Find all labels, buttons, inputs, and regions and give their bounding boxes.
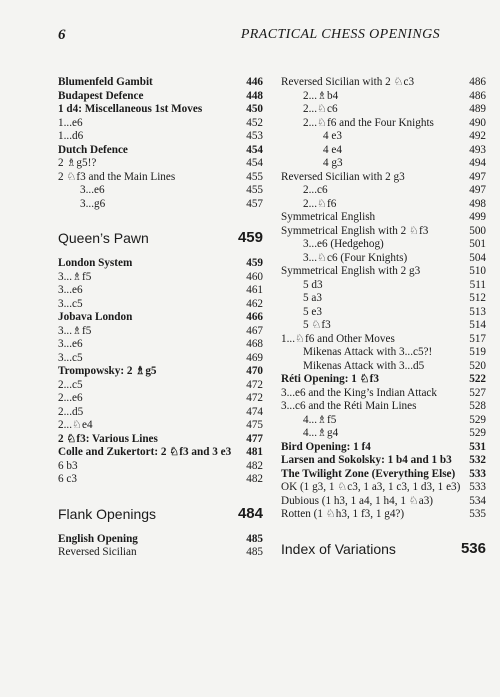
toc-entry-title: 6 c3 [58,473,77,485]
toc-entry [58,352,263,366]
section-title: Queen’s Pawn [58,230,149,246]
toc-entry-title: 2...d5 [58,405,84,418]
toc-entry-page: 489 [469,103,486,115]
section-page-number: 536 [460,539,486,557]
toc-entry-page: 468 [246,338,263,350]
toc-entry-page: 510 [469,265,486,277]
toc-entry-page: 474 [246,405,263,418]
section-title: Index of Variations [281,540,396,557]
toc-entry-page: 493 [469,143,486,156]
toc-entry-page: 533 [469,467,486,480]
toc-entry-page: 485 [246,532,263,545]
toc-entry-title: Symmetrical English with 2 g3 [281,265,421,277]
toc-entry-title: Trompowsky: 2 ♗g5 [58,365,157,377]
toc-entry-title: 2 ♗g5!? [58,157,97,169]
toc-entry [58,379,263,393]
toc-entry-page: 494 [469,157,486,169]
toc-entry [281,508,486,522]
toc-entry-page: 454 [246,143,263,156]
toc-entry-page: 461 [246,284,263,296]
toc-entry [281,414,486,428]
toc-entry-title: Mikenas Attack with 3...c5?! [303,346,433,358]
toc-entry-title: 5 d3 [303,278,323,291]
toc-entry [281,481,486,495]
toc-right-column [281,76,486,568]
toc-entry-title: 5 a3 [303,292,322,304]
toc-entry-page: 513 [469,305,486,318]
toc-entry-title: 2...♘f6 and the Four Knights [303,116,434,129]
toc-entry-title: 3...g6 [80,197,106,210]
toc-entry-title: Rotten (1 ♘h3, 1 f3, 1 g4?) [281,508,405,520]
toc-entry-title: Colle and Zukertort: 2 ♘f3 and 3 e3 [58,446,232,458]
toc-entry [58,392,263,406]
toc-entry-page: 512 [469,292,486,304]
toc-entry-title: 1...♘f6 and Other Moves [281,332,395,345]
toc-entry-page: 485 [246,546,263,558]
toc-entry-title: 3...e6 [58,338,83,350]
toc-entry [58,171,263,185]
toc-entry-page: 486 [469,89,486,102]
toc-entry-title: Jobava London [58,311,133,323]
toc-entry [58,325,263,339]
section-title: Flank Openings [58,505,157,522]
toc-entry [58,117,263,131]
toc-entry-page: 519 [469,346,486,358]
toc-entry-page: 497 [469,184,486,196]
toc-entry [58,433,263,447]
toc-entry-title: 1...e6 [58,116,83,129]
toc-entry-title: Larsen and Sokolsky: 1 b4 and 1 b3 [281,454,452,466]
section-heading [58,223,263,253]
toc-entry-page: 533 [469,481,486,493]
toc-entry [281,265,486,279]
toc-entry-page: 448 [246,89,263,102]
toc-entry [58,130,263,144]
toc-entry-page: 482 [246,473,263,485]
toc-entry-title: Symmetrical English [281,211,376,223]
toc-entry-page: 454 [246,157,263,169]
toc-entry [281,495,486,509]
toc-entry [58,533,263,547]
toc-entry [281,238,486,252]
toc-entry-title: 3...♗f5 [58,270,92,283]
toc-entry-page: 446 [246,76,263,88]
toc-entry [281,333,486,347]
toc-entry [58,103,263,117]
toc-entry-title: 5 e3 [303,305,322,318]
toc-left-column [58,76,263,560]
toc-entry [281,130,486,144]
toc-entry-page: 455 [246,184,263,196]
toc-entry [281,441,486,455]
toc-entry-page: 529 [469,427,486,439]
toc-entry [281,279,486,293]
toc-entry-title: Mikenas Attack with 3...d5 [303,359,425,372]
toc-entry-title: Reversed Sicilian with 2 g3 [281,170,405,183]
toc-entry [58,338,263,352]
toc-entry [58,365,263,379]
toc-entry [58,90,263,104]
running-head: PRACTICAL CHESS OPENINGS [240,27,440,42]
toc-entry-title: 4...♗f5 [303,413,337,426]
toc-entry-page: 452 [246,116,263,129]
toc-entry [281,144,486,158]
toc-entry-page: 459 [246,257,263,269]
toc-entry-title: 3...c5 [58,351,83,364]
toc-entry-title: Blumenfeld Gambit [58,76,153,88]
toc-entry-title: 6 b3 [58,459,78,472]
toc-entry-title: 2...♘c6 [303,103,338,115]
toc-entry-title: 4 e3 [323,130,342,142]
toc-entry-page: 517 [469,332,486,345]
section-heading [58,499,263,529]
toc-entry-page: 534 [469,494,486,507]
toc-entry-title: Reversed Sicilian [58,546,137,558]
toc-entry [281,319,486,333]
toc-entry-title: 1 d4: Miscellaneous 1st Moves [58,103,203,115]
toc-entry [281,387,486,401]
toc-entry-page: 522 [469,373,486,385]
toc-entry-title: 3...e6 [80,184,105,196]
toc-entry [281,373,486,387]
toc-entry-page: 466 [246,311,263,323]
toc-entry-page: 472 [246,378,263,391]
toc-entry-page: 500 [469,224,486,237]
toc-entry [281,427,486,441]
toc-entry-title: 3...♗f5 [58,324,92,337]
toc-entry-page: 481 [246,446,263,458]
toc-entry-title: 2...♘e4 [58,419,93,431]
toc-entry-page: 467 [246,324,263,337]
toc-entry [58,473,263,487]
section-page-number: 459 [237,229,263,246]
toc-entry-page: 514 [469,319,486,331]
toc-entry [58,271,263,285]
toc-entry-page: 501 [469,238,486,250]
toc-entry-page: 462 [246,297,263,310]
toc-entry-page: 472 [246,392,263,404]
toc-entry [281,171,486,185]
toc-entry-page: 470 [246,365,263,377]
toc-entry [281,76,486,90]
toc-entry-page: 529 [469,413,486,426]
toc-entry-page: 520 [469,359,486,372]
toc-entry-title: 3...e6 (Hedgehog) [303,238,384,250]
toc-entry-page: 531 [469,440,486,453]
toc-entry [281,346,486,360]
toc-entry [281,360,486,374]
toc-entry-title: 2...c5 [58,378,83,391]
toc-entry-title: 3...♘c6 (Four Knights) [303,251,408,264]
toc-entry-title: OK (1 g3, 1 ♘c3, 1 a3, 1 c3, 1 d3, 1 e3) [281,481,461,493]
toc-entry-page: 490 [469,116,486,129]
toc-entry-page: 477 [246,432,263,445]
toc-entry [58,144,263,158]
toc-entry-title: Dubious (1 h3, 1 a4, 1 h4, 1 ♘a3) [281,494,434,507]
toc-entry-title: 2...e6 [58,392,83,404]
toc-entry-page: 457 [246,197,263,210]
toc-entry-page: 532 [469,454,486,466]
toc-entry-page: 482 [246,459,263,472]
toc-entry-title: Budapest Defence [58,89,144,102]
toc-entry [281,468,486,482]
toc-entry-title: London System [58,257,133,269]
toc-entry [58,198,263,212]
toc-entry [58,284,263,298]
toc-entry-page: 504 [469,251,486,264]
toc-entry-title: 2...♘f6 [303,197,337,210]
toc-entry-title: 2...♗b4 [303,89,339,102]
toc-entry-page: 511 [469,278,486,291]
toc-entry-page: 450 [246,103,263,115]
toc-entry-title: Bird Opening: 1 f4 [281,440,371,453]
toc-entry-page: 492 [469,130,486,142]
toc-entry [58,406,263,420]
toc-entry-title: 4...♗g4 [303,427,339,439]
toc-entry [58,184,263,198]
toc-entry-title: Réti Opening: 1 ♘f3 [281,373,379,385]
toc-entry-title: 3...e6 and the King’s Indian Attack [281,386,437,399]
toc-entry-title: 3...c5 [58,297,83,310]
toc-entry-page: 527 [469,386,486,399]
toc-entry [281,198,486,212]
toc-entry [58,446,263,460]
toc-entry [281,211,486,225]
toc-entry-title: 5 ♘f3 [303,319,331,331]
toc-entry-page: 498 [469,197,486,210]
toc-entry-title: 2 ♘f3 and the Main Lines [58,170,176,183]
toc-entry-title: Dutch Defence [58,143,128,156]
toc-entry-page: 528 [469,400,486,412]
section-heading [281,534,486,564]
toc-entry-page: 469 [246,351,263,364]
toc-entry [281,292,486,306]
toc-entry-page: 455 [246,170,263,183]
toc-entry-page: 453 [246,130,263,142]
toc-entry-title: 3...e6 [58,284,83,296]
toc-entry-title: Symmetrical English with 2 ♘f3 [281,224,429,237]
toc-entry [281,184,486,198]
toc-entry [281,252,486,266]
toc-entry-title: 4 e4 [323,143,342,156]
toc-entry [58,298,263,312]
toc-entry-page: 475 [246,419,263,431]
toc-entry-page: 460 [246,270,263,283]
toc-entry [281,454,486,468]
toc-entry-title: 1...d6 [58,130,84,142]
toc-entry [58,257,263,271]
toc-entry-title: Reversed Sicilian with 2 ♘c3 [281,76,415,88]
toc-entry-title: 4 g3 [323,157,343,169]
toc-entry-page: 486 [469,76,486,88]
toc-entry-page: 499 [469,211,486,223]
toc-entry-title: English Opening [58,532,138,545]
toc-entry [281,400,486,414]
page-number: 6 [58,27,66,43]
toc-entry [58,157,263,171]
toc-entry-title: The Twilight Zone (Everything Else) [281,467,456,480]
toc-entry [58,311,263,325]
toc-entry-title: 2...c6 [303,184,328,196]
toc-entry [58,460,263,474]
page-header [0,27,500,49]
toc-entry [58,419,263,433]
toc-entry [281,90,486,104]
toc-entry [281,117,486,131]
toc-entry-page: 497 [469,170,486,183]
toc-entry [281,306,486,320]
toc-entry [281,103,486,117]
section-page-number: 484 [237,504,263,522]
toc-entry-page: 535 [469,508,486,520]
toc-entry [58,546,263,560]
toc-entry [281,157,486,171]
toc-entry [281,225,486,239]
toc-entry-title: 3...c6 and the Réti Main Lines [281,400,417,412]
toc-entry [58,76,263,90]
toc-entry-title: 2 ♘f3: Various Lines [58,432,158,445]
